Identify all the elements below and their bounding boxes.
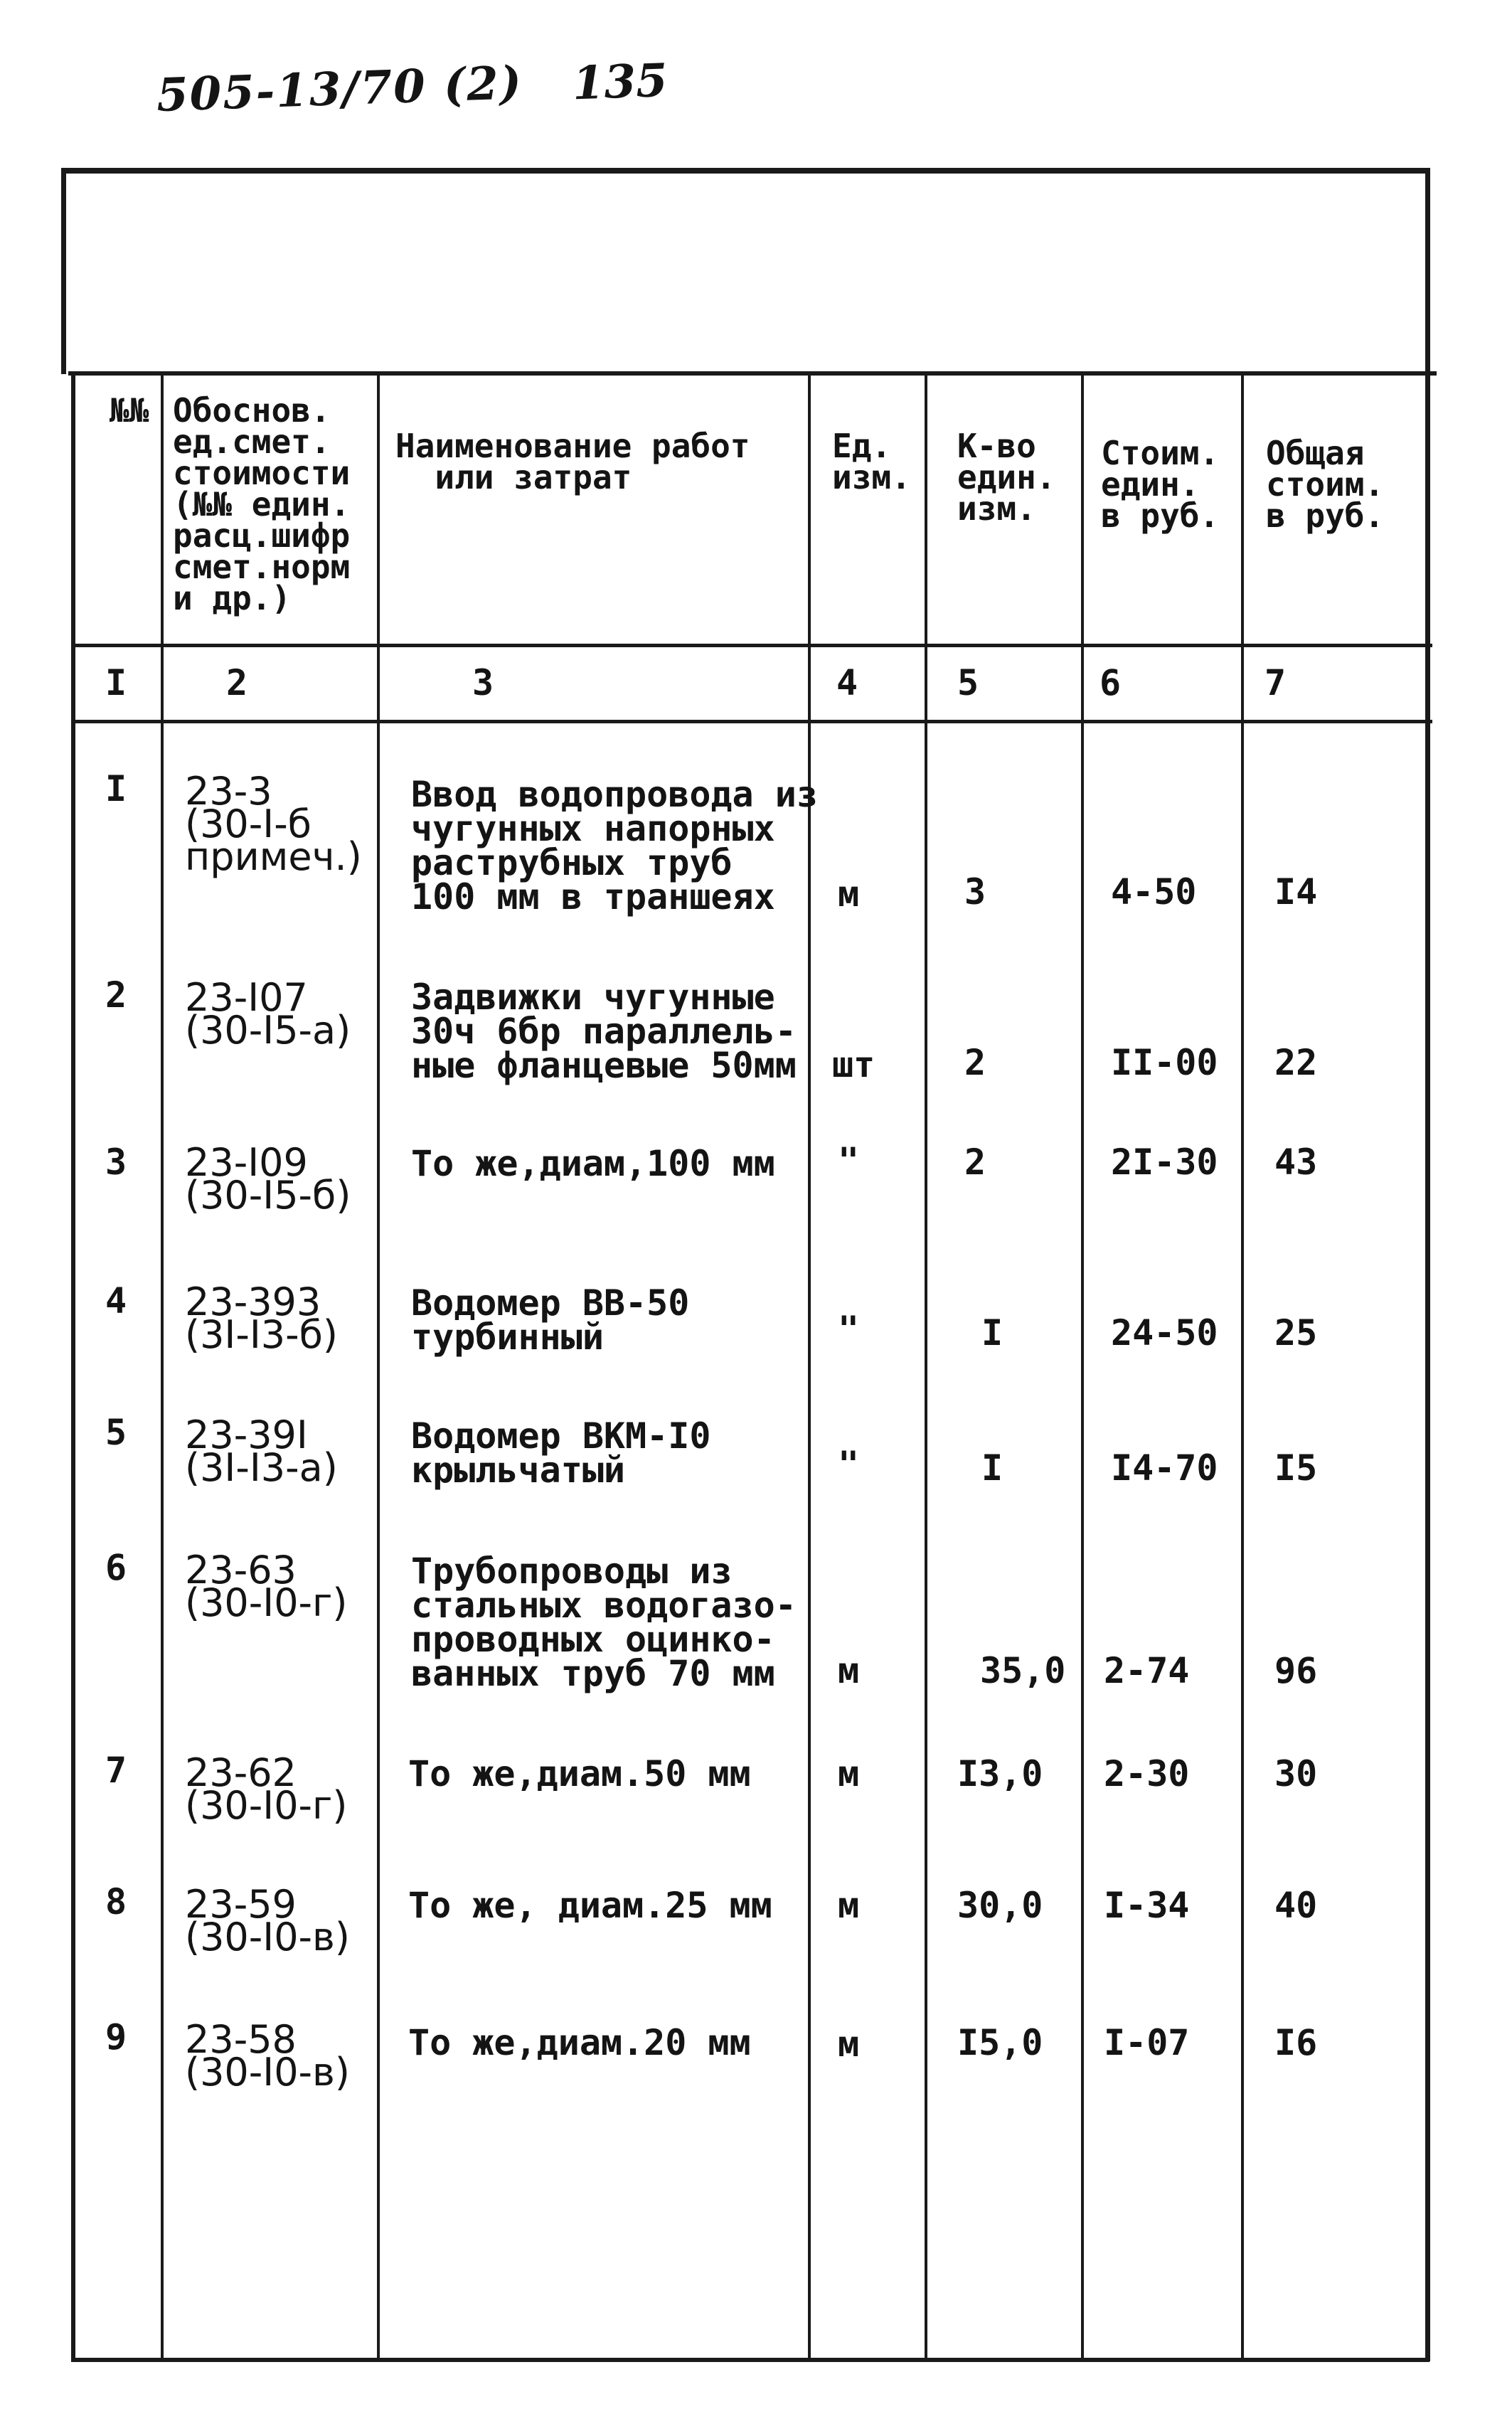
work-name: Задвижки чугунные 30ч 6бр параллель- ные фланцевые 50мм [411,977,797,1086]
column-number: 5 [957,662,979,703]
unit: " [838,1444,860,1485]
unit: шт [832,1044,875,1085]
header-quantity: К-во един. изм. [957,427,1056,528]
total-price: I5 [1274,1447,1318,1489]
column-number: I [105,662,127,703]
quantity: I5,0 [957,2022,1043,2063]
unit-price: 24-50 [1111,1312,1218,1353]
quantity: 2 [964,1042,986,1083]
quantity: I3,0 [957,1753,1043,1794]
header-unit: Ед. изм. [832,427,911,496]
quantity: 3 [964,871,986,913]
total-price: I4 [1274,871,1318,913]
row-number: 8 [105,1881,127,1922]
unit-price: 2-30 [1104,1753,1190,1794]
justification-code: 23-58 (30-I0-в) [185,2017,350,2095]
unit: м [838,1650,860,1691]
column-number: 6 [1100,662,1122,703]
row-number: 2 [105,974,127,1016]
row-number: 3 [105,1142,127,1183]
work-name: Трубопроводы из стальных водогазо- проводных оцинко- ванных труб 70 мм [411,1551,797,1694]
row-number: 9 [105,2016,127,2058]
row-number: 5 [105,1412,127,1453]
work-name: То же,диам.50 мм [408,1753,751,1794]
unit: " [838,1140,860,1181]
row-number: 4 [105,1280,127,1321]
row-number: I [105,768,127,809]
total-price: 25 [1274,1312,1318,1353]
header-justification: Обоснов. ед.смет. стоимости (№№ един. расц.шифр смет.норм и др.) [173,391,351,617]
unit: " [838,1309,860,1350]
work-name: Ввод водопровода из чугунных напорных раструбных труб 100 мм в траншеях [411,774,818,918]
column-number: 2 [226,662,248,703]
unit-price: I4-70 [1111,1447,1218,1489]
total-price: 96 [1274,1650,1318,1691]
work-name: То же, диам.25 мм [408,1885,772,1926]
work-name: То же,диам.20 мм [408,2022,751,2063]
unit-price: 2I-30 [1111,1142,1218,1183]
unit-price: 2-74 [1104,1650,1190,1691]
column-number: 4 [836,662,858,703]
unit-price: I-07 [1104,2022,1190,2063]
header-total-price: Общая стоим. в руб. [1266,434,1385,535]
justification-code: 23-I09 (30-I5-б) [185,1140,351,1218]
unit: м [838,873,860,915]
justification-code: 23-62 (30-I0-г) [185,1750,348,1828]
work-name: Водомер ВВ-50 турбинный [411,1282,690,1358]
justification-code: 23-393 (3I-I3-б) [185,1280,338,1357]
header-work-name: Наименование работ или затрат [395,427,750,496]
total-price: 43 [1274,1142,1318,1183]
work-name: Водомер ВКМ-I0 крыльчатый [411,1415,711,1491]
page-number: 135 [571,53,669,111]
quantity: 30,0 [957,1885,1043,1926]
header-row-number: №№ [110,391,149,430]
quantity: I [981,1312,1003,1353]
justification-code: 23-39I (3I-I3-а) [185,1413,338,1490]
total-price: I6 [1274,2022,1318,2063]
unit-price: 4-50 [1111,871,1197,913]
total-price: 22 [1274,1042,1318,1083]
justification-code: 23-I07 (30-I5-а) [185,975,351,1053]
quantity: 35,0 [980,1650,1066,1691]
unit: м [838,1753,860,1794]
total-price: 30 [1274,1753,1318,1794]
unit-price: II-00 [1111,1042,1218,1083]
unit-price: I-34 [1104,1885,1190,1926]
row-number: 6 [105,1547,127,1588]
justification-code: 23-3 (30-I-б примеч.) [185,769,362,879]
work-name: То же,диам,100 мм [411,1143,775,1184]
justification-code: 23-59 (30-I0-в) [185,1882,350,1959]
document-code: 505-13/70 (2) [155,56,524,122]
column-number: 3 [472,662,494,703]
justification-code: 23-63 (30-I0-г) [185,1548,348,1625]
total-price: 40 [1274,1885,1318,1926]
unit: м [838,1885,860,1926]
header-unit-price: Стоим. един. в руб. [1101,434,1220,535]
quantity: 2 [964,1142,986,1183]
unit: м [838,2023,860,2065]
column-number: 7 [1265,662,1287,703]
row-number: 7 [105,1750,127,1791]
quantity: I [981,1447,1003,1489]
